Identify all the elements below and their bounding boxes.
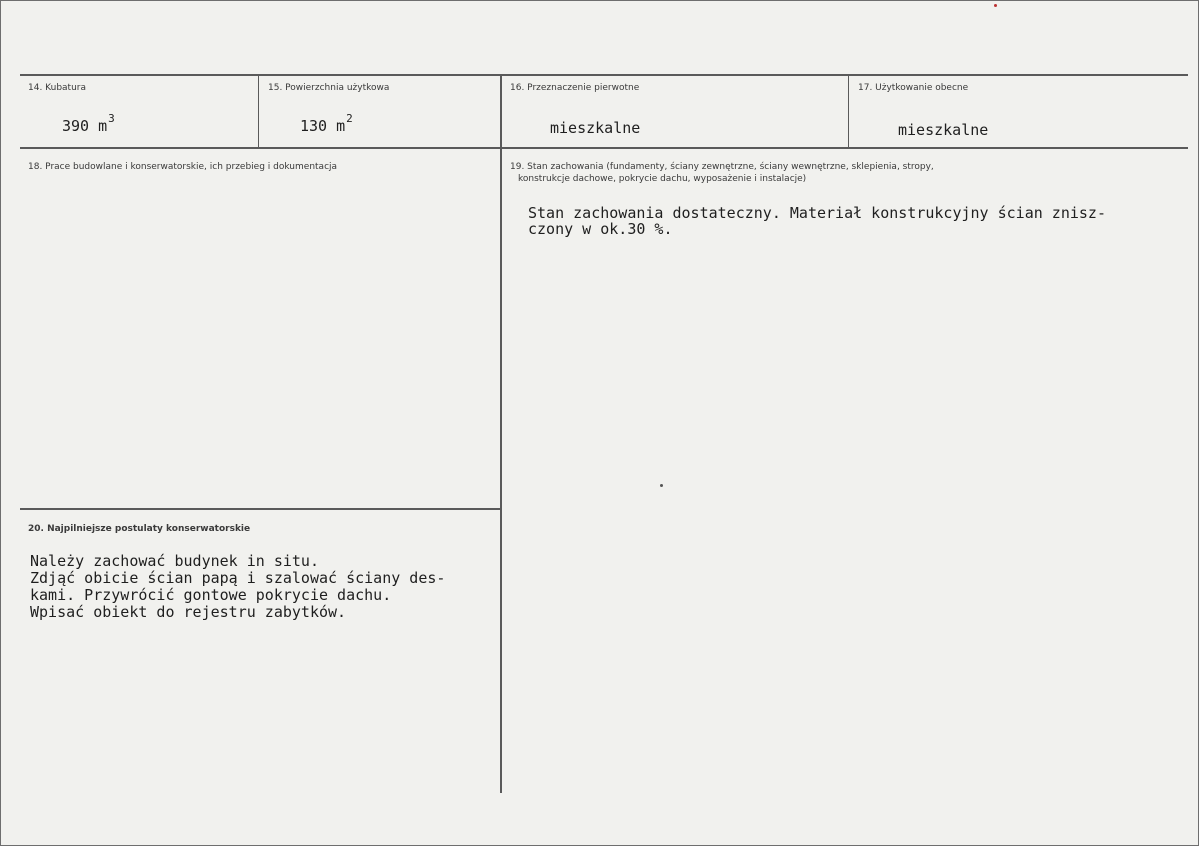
field-14-value	[62, 112, 115, 136]
field-15-value	[300, 112, 353, 136]
top-rule	[20, 74, 1188, 76]
paper-speck	[660, 484, 663, 487]
row1-bottom-rule	[20, 147, 1188, 149]
field-19-label-line1: 19. Stan zachowania (fundamenty, ściany zewnętrzne, ściany wewnętrzne, sklepienia, stropy,	[510, 162, 934, 172]
field-15-label: 15. Powierzchnia użytkowa	[268, 83, 390, 93]
divider-16-17	[848, 75, 849, 148]
area-unit-exponent: 2	[346, 112, 353, 125]
field-16-label: 16. Przeznaczenie pierwotne	[510, 83, 640, 93]
section18-bottom-rule	[20, 508, 500, 510]
field-19-text-line2: czony w ok.30 %.	[528, 220, 673, 238]
field-14-label: 14. Kubatura	[28, 83, 87, 93]
field-16-value: mieszkalne	[550, 119, 641, 137]
field-19-text-line1: Stan zachowania dostateczny. Materiał konstrukcyjny ścian znisz-	[528, 204, 1106, 222]
divider-14-15	[258, 75, 259, 148]
center-divider	[500, 75, 502, 793]
field-20-label: 20. Najpilniejsze postulaty konserwatorskie	[28, 524, 251, 534]
field-20-text-line1: Należy zachować budynek in situ.	[30, 552, 319, 570]
field-17-label: 17. Użytkowanie obecne	[858, 83, 969, 93]
field-18-label: 18. Prace budowlane i konserwatorskie, ich przebieg i dokumentacja	[28, 162, 338, 172]
field-19-label-line2: konstrukcje dachowe, pokrycie dachu, wyposażenie i instalacje)	[518, 174, 807, 184]
volume-value: 390 m	[62, 117, 108, 135]
field-17-value: mieszkalne	[898, 121, 989, 139]
field-20-text-line3: kami. Przywrócić gontowe pokrycie dachu.	[30, 586, 392, 604]
paper-speck	[994, 4, 997, 7]
field-20-text-line2: Zdjąć obicie ścian papą i szalować ściany des-	[30, 569, 446, 587]
area-value: 130 m	[300, 117, 346, 135]
volume-unit-exponent: 3	[108, 112, 115, 125]
field-20-text-line4: Wpisać obiekt do rejestru zabytków.	[30, 603, 347, 621]
